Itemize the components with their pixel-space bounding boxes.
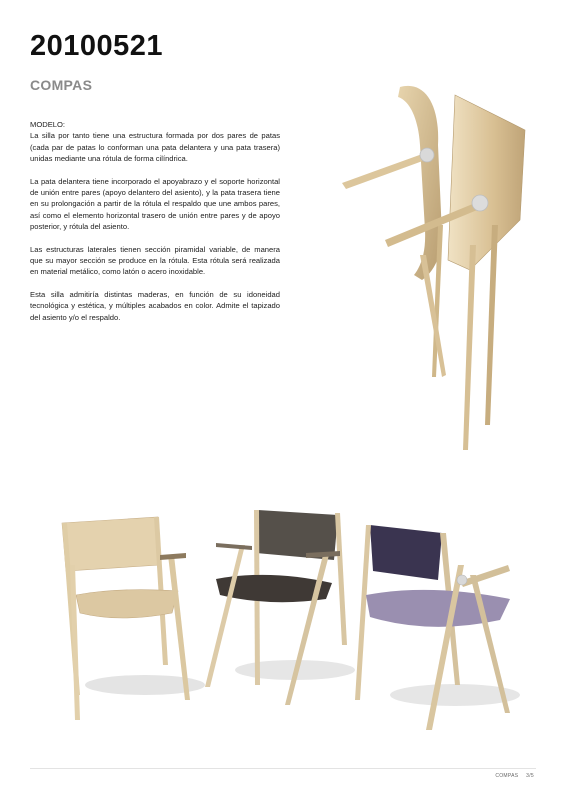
armrest — [216, 543, 252, 550]
armrest — [460, 565, 510, 587]
rear-leg — [335, 513, 347, 645]
armrest — [160, 553, 186, 560]
footer-divider — [30, 768, 536, 769]
joint — [457, 575, 467, 585]
backrest — [62, 517, 160, 571]
backrest — [448, 95, 525, 270]
seat-shell — [398, 86, 442, 280]
description-block — [30, 119, 280, 334]
chair-variants — [40, 495, 540, 735]
paragraph-materials: Esta silla admitiría distintas maderas, en función de su idoneidad tecnológica y estética, y múltiples acabados en color. Admite el tapizado del asiento y/o el respaldo. — [30, 289, 280, 322]
front-leg — [205, 545, 245, 687]
paragraph-legs: La pata delantera tiene incorporado el apoyabrazo y el soporte horizontal de unión entre pares (apoyo delantero del asiento), y la pata trasera tiene en su prolongación a partir de la rótula el respaldo que une ambos pares, así como el elemento horizontal trasero de unión entre pares y de apoyo posterior, y rótula del asiento. — [30, 176, 280, 232]
rear-leg-right — [485, 225, 498, 425]
front-leg-right — [463, 245, 476, 450]
page-title: 20100521 — [30, 30, 164, 62]
project-name: COMPAS — [30, 77, 93, 93]
page-number: 3/5 — [526, 773, 534, 779]
seat — [76, 590, 178, 618]
seat — [366, 590, 510, 627]
joint-right — [472, 195, 488, 211]
paragraph-joint: Las estructuras laterales tienen sección piramidal variable, de manera que su mayor sección se produce en la rótula. Esta rótula será realizada en material metálico, como latón o acero inoxidable. — [30, 244, 280, 277]
joint-left — [420, 148, 434, 162]
backrest — [370, 525, 442, 580]
footer-section: COMPAS — [495, 773, 519, 779]
exploded-chair-render — [330, 75, 540, 460]
rear-leg — [355, 525, 371, 700]
page-footer — [489, 773, 534, 779]
armrest-left — [342, 153, 428, 189]
paragraph-structure: La silla por tanto tiene una estructura formada por dos pares de patas (cada par de patas lo conforman una pata delantera y una pata trasera) unidas mediante una rótula de forma cilíndrica. — [30, 131, 280, 164]
model-label: MODELO: — [30, 120, 66, 129]
